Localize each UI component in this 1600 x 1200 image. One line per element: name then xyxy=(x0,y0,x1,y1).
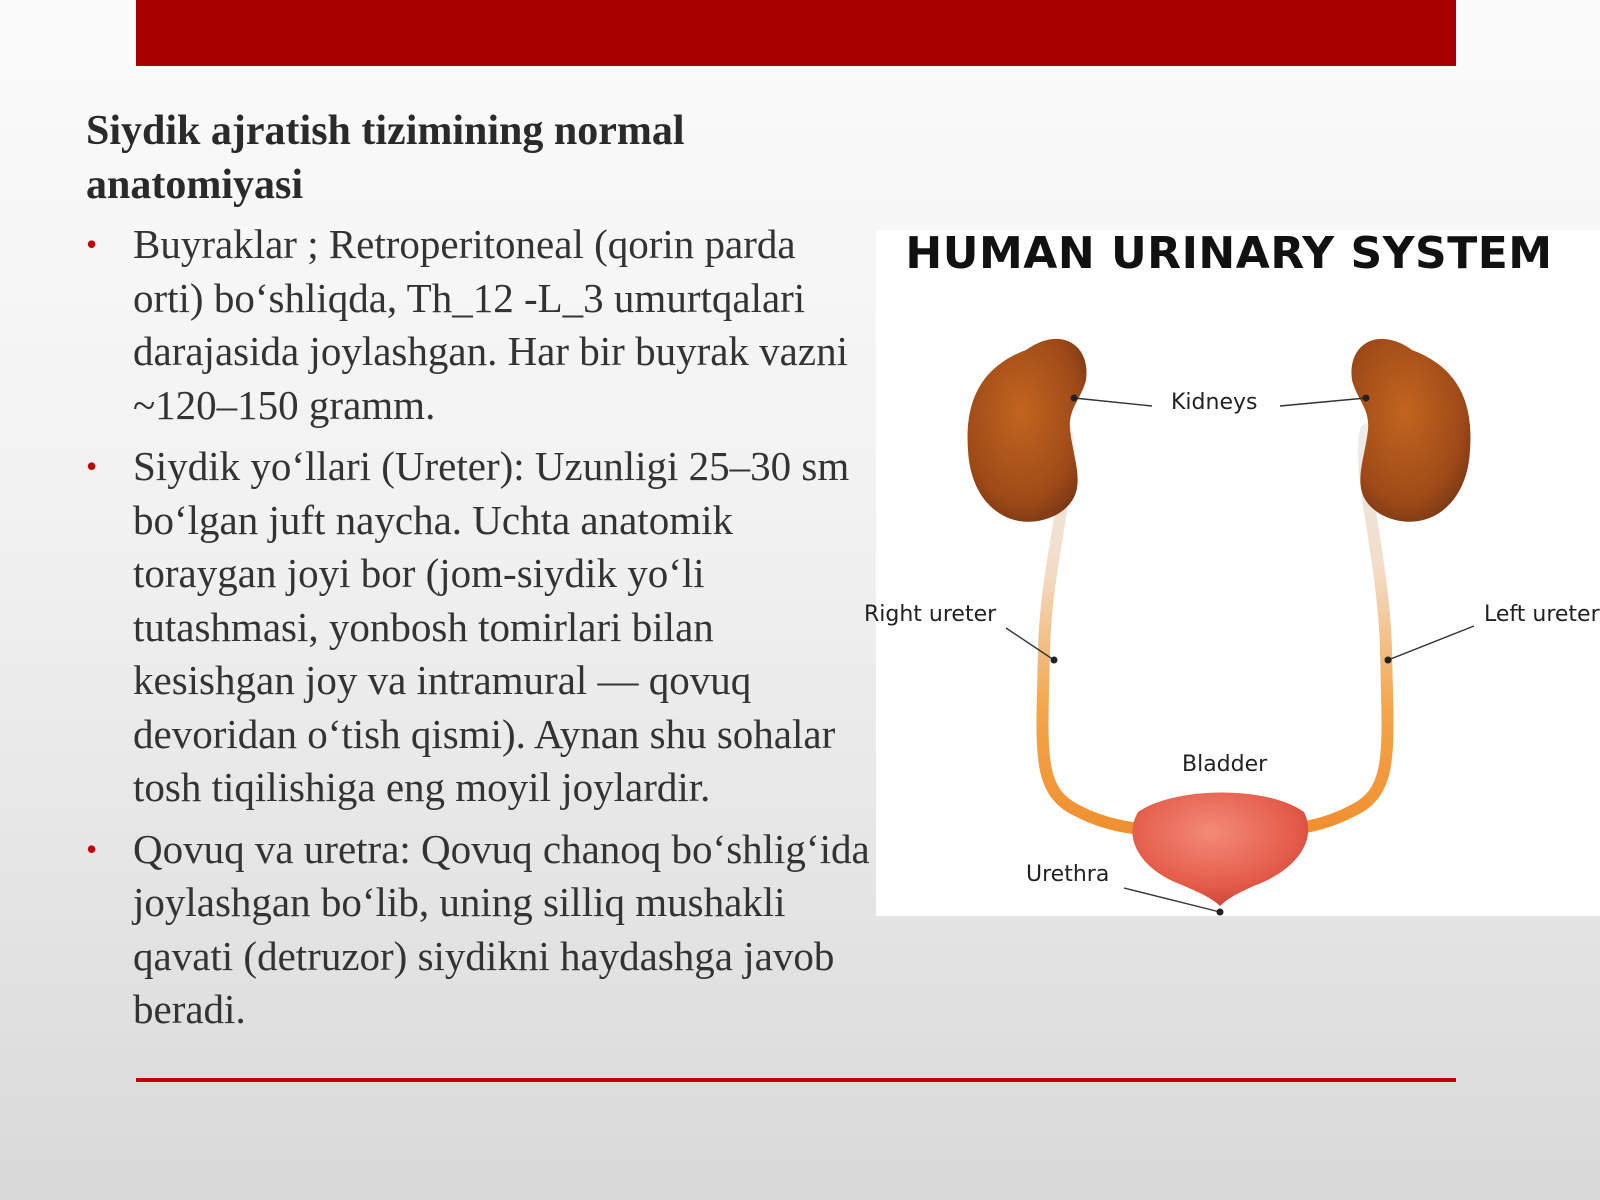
label-left-ureter: Left ureter xyxy=(1484,602,1600,627)
bladder-shape xyxy=(1132,793,1308,907)
bullet-list xyxy=(86,218,876,1045)
bullet-marker: • xyxy=(86,448,98,484)
urinary-system-illustration xyxy=(876,230,1600,916)
urinary-system-figure xyxy=(864,228,1600,916)
figure-title: HUMAN URINARY SYSTEM xyxy=(905,228,1553,279)
bullet-marker: • xyxy=(86,830,98,867)
bullet-text: Qovuq va uretra: Qovuq chanoq bo‘shlig‘ida joylashgan bo‘lib, uning silliq mushakli qavati (detruzor) siydikni haydashga javob beradi. xyxy=(133,825,870,1032)
bullet-item xyxy=(86,823,876,1037)
bullet-marker: • xyxy=(86,226,98,262)
header-accent-bar xyxy=(136,0,1456,66)
label-bladder: Bladder xyxy=(1182,752,1268,777)
bullet-item xyxy=(86,440,876,815)
slide-heading: Siydik ajratish tizimining normal anatomiyasi xyxy=(86,108,685,208)
bullet-text: Siydik yo‘llari (Ureter): Uzunligi 25–30 sm bo‘lgan juft naycha. Uchta anatomik toraygan joyi bor (jom-siydik yo‘li tutashmasi, yonbosh tomirlari bilan kesishgan joy va intramural — qovuq devoridan o‘tish qismi). Aynan shu sohalar tosh tiqilishiga eng moyil joylardir. xyxy=(133,443,850,810)
label-kidneys: Kidneys xyxy=(1171,390,1258,415)
bullet-text: Buyraklar ; Retroperitoneal (qorin parda orti) bo‘shliqda, Th_12 -L_3 umurtqalari darajasida joylashgan. Har bir buyrak vazni ~120–150 gramm. xyxy=(133,221,848,428)
right-kidney xyxy=(968,339,1087,522)
left-kidney xyxy=(1351,339,1470,522)
label-urethra: Urethra xyxy=(1026,862,1110,887)
bullet-item xyxy=(86,218,876,432)
footer-accent-line xyxy=(136,1078,1456,1082)
label-right-ureter: Right ureter xyxy=(864,602,997,627)
